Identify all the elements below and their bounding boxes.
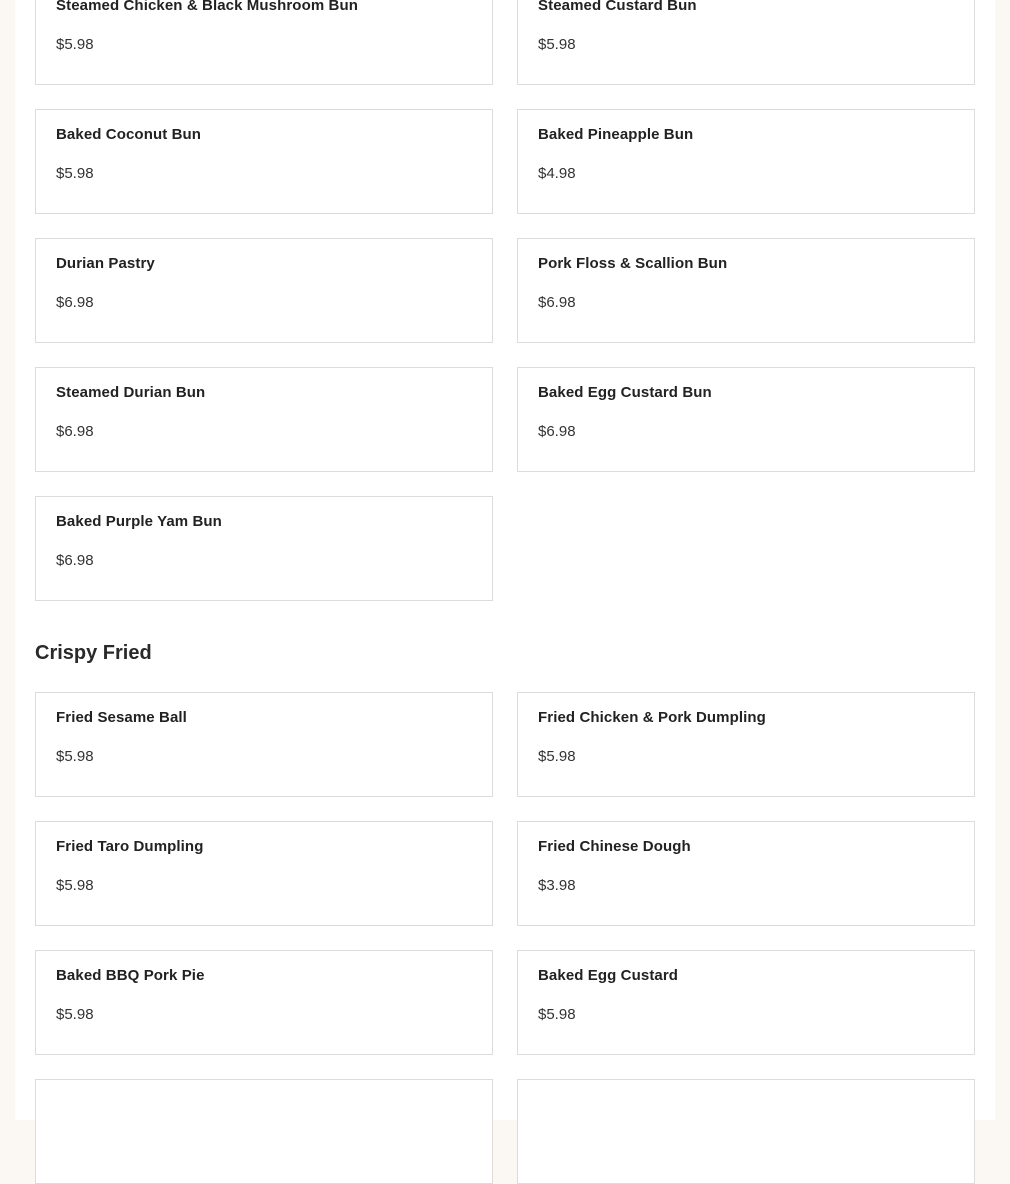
menu-item-card[interactable]: [517, 1079, 975, 1184]
item-price: $5.98: [56, 877, 94, 894]
menu-grid-crispy-fried: [35, 692, 975, 1184]
item-price: $6.98: [56, 294, 94, 311]
item-name: Baked Pineapple Bun: [538, 126, 694, 143]
item-name: Fried Sesame Ball: [56, 709, 187, 726]
menu-item-card[interactable]: [35, 367, 493, 472]
item-price: $6.98: [538, 294, 576, 311]
item-name: Durian Pastry: [56, 255, 155, 272]
menu-item-card[interactable]: [517, 950, 975, 1055]
item-price: $5.98: [56, 36, 94, 53]
menu-item-card[interactable]: [517, 109, 975, 214]
item-name: Baked Egg Custard: [538, 967, 679, 984]
item-name: Fried Chicken & Pork Dumpling: [538, 709, 766, 726]
item-price: $5.98: [56, 1006, 94, 1023]
menu-item-card[interactable]: [35, 109, 493, 214]
item-name: Steamed Custard Bun: [538, 0, 697, 14]
item-price: $5.98: [538, 36, 576, 53]
item-name: Baked Egg Custard Bun: [538, 384, 712, 401]
item-price: $3.98: [538, 877, 576, 894]
menu-item-card[interactable]: [517, 692, 975, 797]
item-price: $5.98: [56, 748, 94, 765]
menu-grid-buns: [35, 0, 975, 601]
menu-item-card[interactable]: [35, 950, 493, 1055]
menu-item-card[interactable]: [517, 0, 975, 85]
menu-item-card[interactable]: [35, 496, 493, 601]
item-name: Baked Purple Yam Bun: [56, 513, 222, 530]
item-name: Steamed Chicken & Black Mushroom Bun: [56, 0, 358, 14]
menu-item-card[interactable]: [35, 1079, 493, 1184]
menu-item-card[interactable]: [35, 692, 493, 797]
item-price: $6.98: [56, 423, 94, 440]
menu-item-card[interactable]: [35, 238, 493, 343]
menu-item-card[interactable]: [517, 238, 975, 343]
item-name: Fried Taro Dumpling: [56, 838, 204, 855]
item-name: Steamed Durian Bun: [56, 384, 206, 401]
item-name: Baked Coconut Bun: [56, 126, 202, 143]
menu-panel: [15, 0, 995, 1120]
item-price: $5.98: [538, 748, 576, 765]
item-name: Fried Chinese Dough: [538, 838, 691, 855]
item-price: $6.98: [56, 552, 94, 569]
item-price: $6.98: [538, 423, 576, 440]
item-name: Pork Floss & Scallion Bun: [538, 255, 728, 272]
menu-item-card[interactable]: [35, 0, 493, 85]
menu-item-card[interactable]: [517, 821, 975, 926]
menu-item-card[interactable]: [35, 821, 493, 926]
item-price: $4.98: [538, 165, 576, 182]
item-name: Baked BBQ Pork Pie: [56, 967, 205, 984]
item-price: $5.98: [56, 165, 94, 182]
menu-item-card[interactable]: [517, 367, 975, 472]
section-title-crispy-fried: Crispy Fried: [35, 642, 152, 664]
item-price: $5.98: [538, 1006, 576, 1023]
